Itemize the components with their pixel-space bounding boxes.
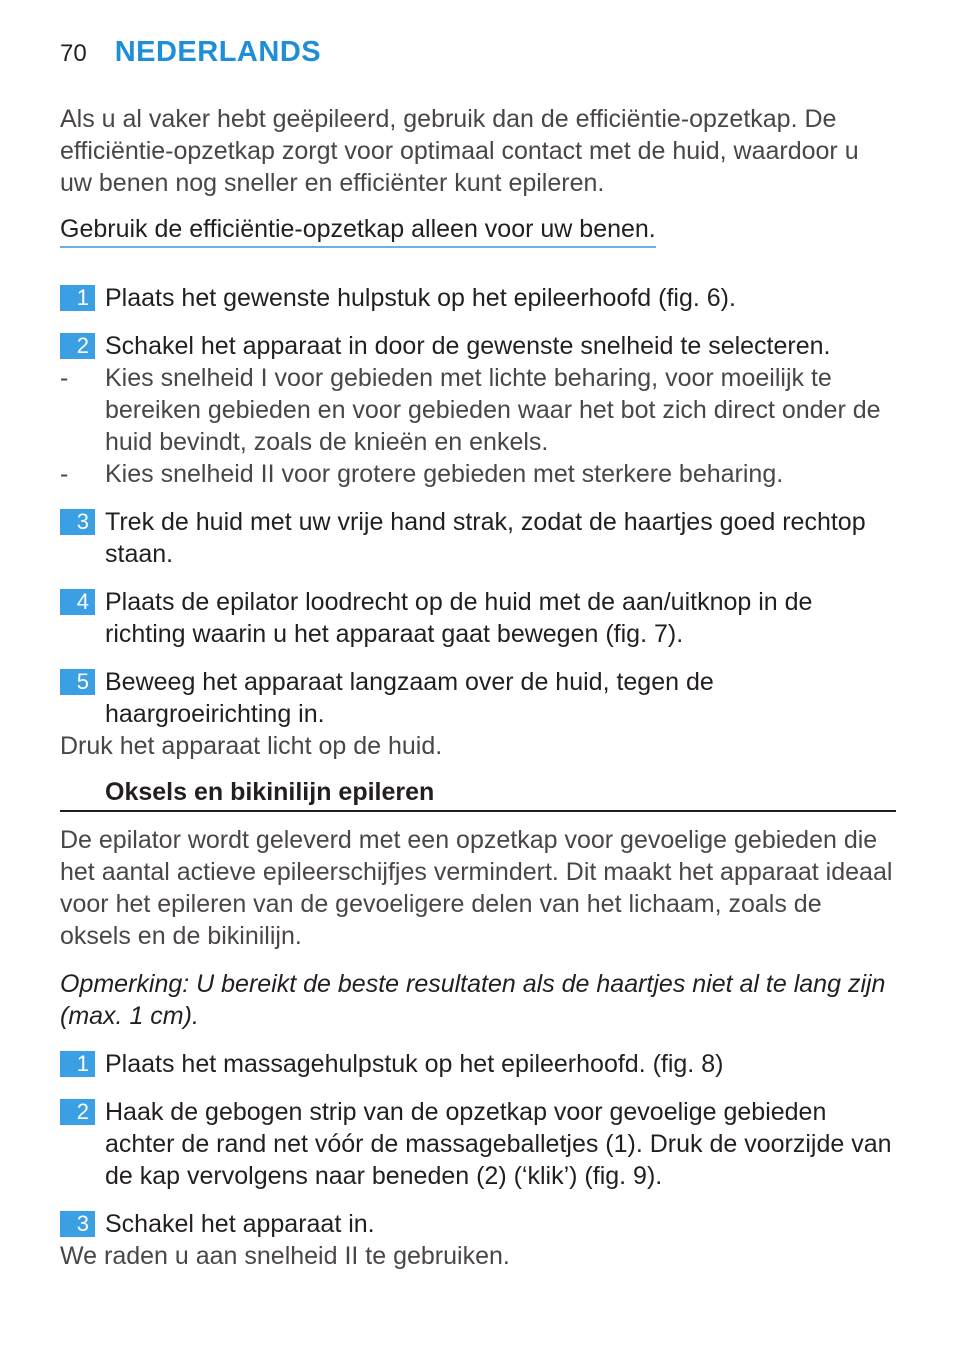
section-heading [60,776,896,812]
step-2 [60,330,896,362]
step-number-badge: 2 [60,333,95,359]
list-item-text: Kies snelheid II voor grotere gebieden met sterkere beharing. [105,460,784,488]
step-text: Schakel het apparaat in. [105,1210,375,1238]
section-step-1 [60,1048,896,1080]
step-number-badge: 4 [60,589,95,615]
section-heading-text: Oksels en bikinilijn epileren [105,778,435,806]
step-text: Plaats het gewenste hulpstuk op het epileerhoofd (fig. 6). [105,284,736,312]
page-content [60,103,896,1272]
step-number-badge: 5 [60,669,95,695]
step-text: Plaats het massagehulpstuk op het epileerhoofd. (fig. 8) [105,1050,724,1078]
section-step-3 [60,1208,896,1240]
step-number-badge: 2 [60,1099,95,1125]
page-header [60,36,321,69]
step-number-badge: 3 [60,509,95,535]
speed-options-list [60,362,896,490]
step-number-badge: 3 [60,1211,95,1237]
final-advice: We raden u aan snelheid II te gebruiken. [60,1242,510,1270]
list-item-text: Kies snelheid I voor gebieden met lichte beharing, voor moeilijk te bereiken gebieden en voor gebieden waar het bot zich direct onder de huid bevindt, zoals de knieën en enkels. [105,364,881,456]
list-item [60,362,896,458]
language-title: NEDERLANDS [114,36,322,68]
remark-note: Opmerking: U bereikt de beste resultaten als de haartjes niet al te lang zijn (max. 1 cm). [60,970,886,1030]
step-number-badge: 1 [60,285,95,311]
page-number: 70 [60,40,87,67]
step-1 [60,282,896,314]
intro-paragraph: Als u al vaker hebt geëpileerd, gebruik dan de efficiëntie-opzetkap. De efficiëntie-opzetkap zorgt voor optimaal contact met de huid, waardoor u uw benen nog sneller en efficiënter kunt epileren. [60,105,859,197]
step-text: Haak de gebogen strip van de opzetkap voor gevoelige gebieden achter de rand net vóór de massageballetjes (1). Druk de voorzijde van de kap vervolgens naar beneden (2) (‘klik’) (fig. 9). [105,1098,892,1190]
step-text: Beweeg het apparaat langzaam over de huid, tegen de haargroeirichting in. [105,668,714,728]
step-text: Schakel het apparaat in door de gewenste snelheid te selecteren. [105,332,831,360]
step-3 [60,506,896,570]
step-4 [60,586,896,650]
step-5-followup: Druk het apparaat licht op de huid. [60,732,443,760]
legs-only-note-text: Gebruik de efficiëntie-opzetkap alleen voor uw benen. [60,213,656,248]
section-paragraph: De epilator wordt geleverd met een opzetkap voor gevoelige gebieden die het aantal actieve epileerschijfjes vermindert. Dit maakt het apparaat ideaal voor het epileren van de gevoeligere delen van het lichaam, zoals de oksels en de bikinilijn. [60,826,893,950]
list-item [60,458,896,490]
step-text: Trek de huid met uw vrije hand strak, zodat de haartjes goed rechtop staan. [105,508,866,568]
legs-only-note [60,213,896,248]
list-dash: - [60,460,69,488]
step-5 [60,666,896,730]
step-text: Plaats de epilator loodrecht op de huid met de aan/uitknop in de richting waarin u het apparaat gaat bewegen (fig. 7). [105,588,813,648]
section-step-2 [60,1096,896,1192]
list-dash: - [60,364,69,392]
step-number-badge: 1 [60,1051,95,1077]
